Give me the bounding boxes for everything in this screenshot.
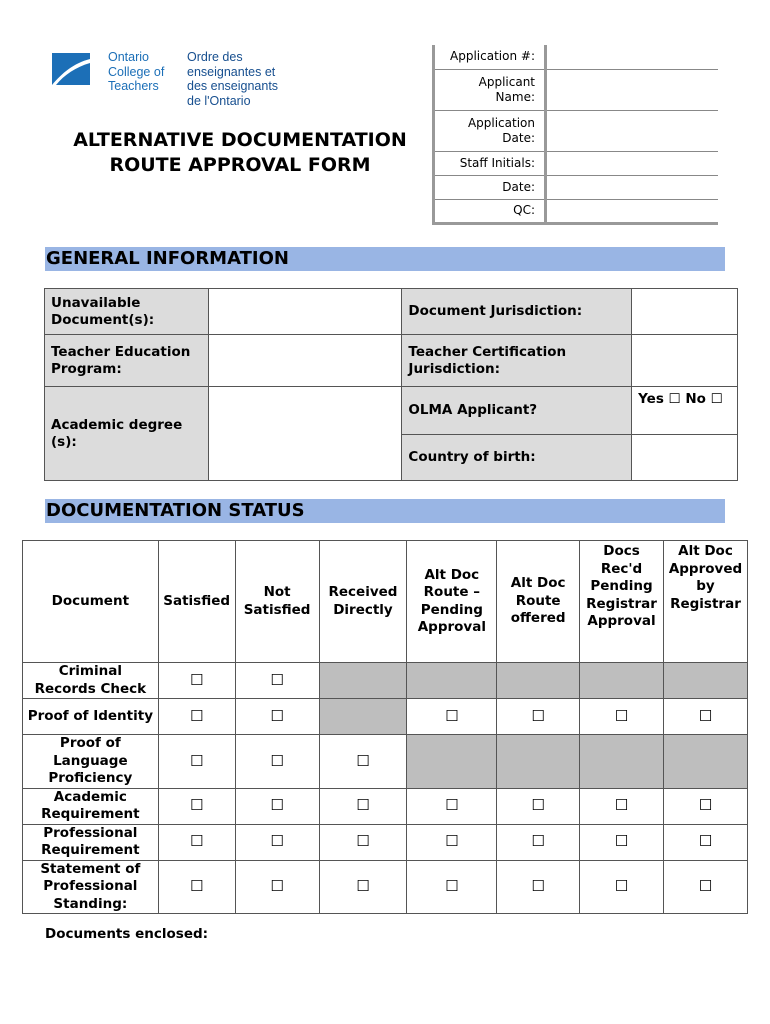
logo-fr-line: enseignantes et — [187, 64, 276, 79]
application-box — [432, 45, 718, 225]
qc-row — [434, 199, 719, 223]
logo-fr-line: Ordre des — [187, 50, 243, 64]
not-satisfied-checkbox[interactable]: ☐ — [235, 824, 319, 860]
olma-applicant-options[interactable]: Yes ☐ No ☐ — [632, 387, 738, 435]
academic-degree-field[interactable] — [208, 387, 402, 481]
not-satisfied-checkbox[interactable]: ☐ — [235, 663, 319, 699]
table-row — [23, 824, 748, 860]
applicant-name-row — [434, 69, 719, 110]
application-number-row — [434, 45, 719, 69]
country-of-birth-field[interactable] — [632, 435, 738, 481]
alt-doc-approved-disabled — [663, 663, 747, 699]
satisfied-checkbox[interactable]: ☐ — [158, 663, 235, 699]
document-name: Criminal Records Check — [23, 663, 159, 699]
alt-doc-pending-checkbox[interactable]: ☐ — [407, 860, 497, 914]
qc-label: QC: — [434, 199, 546, 223]
not-satisfied-checkbox[interactable]: ☐ — [235, 699, 319, 735]
alt-doc-pending-disabled — [407, 735, 497, 789]
alt-doc-pending-checkbox[interactable]: ☐ — [407, 824, 497, 860]
satisfied-checkbox[interactable]: ☐ — [158, 788, 235, 824]
date-field[interactable] — [546, 175, 719, 199]
alt-doc-offered-disabled — [497, 735, 580, 789]
qc-field[interactable] — [546, 199, 719, 223]
staff-initials-field[interactable] — [546, 151, 719, 175]
received-directly-checkbox[interactable]: ☐ — [319, 788, 407, 824]
col-alt-doc-approved: Alt Doc Approved by Registrar — [663, 541, 747, 663]
teacher-education-program-field[interactable] — [208, 335, 402, 387]
received-directly-checkbox[interactable]: ☐ — [319, 735, 407, 789]
not-satisfied-checkbox[interactable]: ☐ — [235, 788, 319, 824]
docs-pending-registrar-checkbox[interactable]: ☐ — [580, 788, 664, 824]
col-received-directly: Received Directly — [319, 541, 407, 663]
staff-initials-row — [434, 151, 719, 175]
docs-pending-registrar-checkbox[interactable]: ☐ — [580, 824, 664, 860]
docs-pending-registrar-disabled — [580, 663, 664, 699]
logo-french-name — [187, 50, 278, 108]
date-label: Date: — [434, 175, 546, 199]
table-row — [23, 699, 748, 735]
docs-pending-registrar-checkbox[interactable]: ☐ — [580, 860, 664, 914]
document-name: Proof of Language Proficiency — [23, 735, 159, 789]
col-docs-pending-registrar: Docs Rec'd Pending Registrar Approval — [580, 541, 664, 663]
col-not-satisfied: Not Satisfied — [235, 541, 319, 663]
unavailable-documents-label: Unavailable Document(s): — [45, 289, 209, 335]
table-row — [23, 663, 748, 699]
staff-initials-label: Staff Initials: — [434, 151, 546, 175]
form-title-line2: ROUTE APPROVAL FORM — [109, 154, 371, 176]
general-information-table — [44, 288, 738, 481]
docs-pending-registrar-checkbox[interactable]: ☐ — [580, 699, 664, 735]
logo-en-line: Teachers — [108, 79, 159, 93]
academic-degree-label: Academic degree (s): — [45, 387, 209, 481]
document-jurisdiction-label: Document Jurisdiction: — [402, 289, 632, 335]
alt-doc-approved-checkbox[interactable]: ☐ — [663, 699, 747, 735]
country-of-birth-label: Country of birth: — [402, 435, 632, 481]
document-name: Proof of Identity — [23, 699, 159, 735]
satisfied-checkbox[interactable]: ☐ — [158, 735, 235, 789]
teacher-certification-jurisdiction-field[interactable] — [632, 335, 738, 387]
alt-doc-pending-checkbox[interactable]: ☐ — [407, 699, 497, 735]
gen-row-2 — [45, 335, 738, 387]
oct-logo — [52, 50, 302, 110]
alt-doc-approved-disabled — [663, 735, 747, 789]
gen-row-1 — [45, 289, 738, 335]
application-date-field[interactable] — [546, 110, 719, 151]
form-title-line1: ALTERNATIVE DOCUMENTATION — [73, 129, 407, 151]
oct-logo-icon — [52, 53, 90, 85]
alt-doc-offered-disabled — [497, 663, 580, 699]
received-directly-disabled — [319, 699, 407, 735]
docs-pending-registrar-disabled — [580, 735, 664, 789]
general-information-header: GENERAL INFORMATION — [45, 247, 725, 271]
alt-doc-approved-checkbox[interactable]: ☐ — [663, 788, 747, 824]
satisfied-checkbox[interactable]: ☐ — [158, 699, 235, 735]
received-directly-disabled — [319, 663, 407, 699]
table-row — [23, 860, 748, 914]
alt-doc-offered-checkbox[interactable]: ☐ — [497, 860, 580, 914]
alt-doc-approved-checkbox[interactable]: ☐ — [663, 824, 747, 860]
logo-english-name — [108, 50, 164, 94]
received-directly-checkbox[interactable]: ☐ — [319, 824, 407, 860]
teacher-certification-jurisdiction-label: Teacher Certification Jurisdiction: — [402, 335, 632, 387]
alt-doc-offered-checkbox[interactable]: ☐ — [497, 699, 580, 735]
doc-header-row — [23, 541, 748, 663]
alt-doc-pending-disabled — [407, 663, 497, 699]
document-name: Statement of Professional Standing: — [23, 860, 159, 914]
col-satisfied: Satisfied — [158, 541, 235, 663]
col-document: Document — [23, 541, 159, 663]
document-jurisdiction-field[interactable] — [632, 289, 738, 335]
teacher-education-program-label: Teacher Education Program: — [45, 335, 209, 387]
table-row — [23, 788, 748, 824]
col-alt-doc-offered: Alt Doc Route offered — [497, 541, 580, 663]
applicant-name-field[interactable] — [546, 69, 719, 110]
alt-doc-approved-checkbox[interactable]: ☐ — [663, 860, 747, 914]
alt-doc-offered-checkbox[interactable]: ☐ — [497, 824, 580, 860]
application-number-field[interactable] — [546, 45, 719, 69]
alt-doc-pending-checkbox[interactable]: ☐ — [407, 788, 497, 824]
applicant-name-label: Applicant Name: — [434, 69, 546, 110]
date-row — [434, 175, 719, 199]
received-directly-checkbox[interactable]: ☐ — [319, 860, 407, 914]
document-name: Professional Requirement — [23, 824, 159, 860]
application-date-label: Application Date: — [434, 110, 546, 151]
satisfied-checkbox[interactable]: ☐ — [158, 860, 235, 914]
documents-enclosed-label: Documents enclosed: — [45, 926, 209, 942]
logo-en-line: Ontario — [108, 50, 149, 64]
documentation-status-table — [22, 540, 748, 914]
application-date-row — [434, 110, 719, 151]
not-satisfied-checkbox[interactable]: ☐ — [235, 735, 319, 789]
documentation-status-header: DOCUMENTATION STATUS — [45, 499, 725, 523]
document-name: Academic Requirement — [23, 788, 159, 824]
col-alt-doc-pending: Alt Doc Route – Pending Approval — [407, 541, 497, 663]
unavailable-documents-field[interactable] — [208, 289, 402, 335]
application-number-label: Application #: — [434, 45, 546, 69]
form-title — [40, 128, 440, 178]
satisfied-checkbox[interactable]: ☐ — [158, 824, 235, 860]
olma-applicant-label: OLMA Applicant? — [402, 387, 632, 435]
logo-fr-line: de l'Ontario — [187, 93, 251, 108]
table-row — [23, 735, 748, 789]
logo-fr-line: des enseignants — [187, 79, 279, 93]
logo-en-line: College of — [108, 64, 165, 79]
alt-doc-offered-checkbox[interactable]: ☐ — [497, 788, 580, 824]
not-satisfied-checkbox[interactable]: ☐ — [235, 860, 319, 914]
gen-row-3 — [45, 387, 738, 435]
